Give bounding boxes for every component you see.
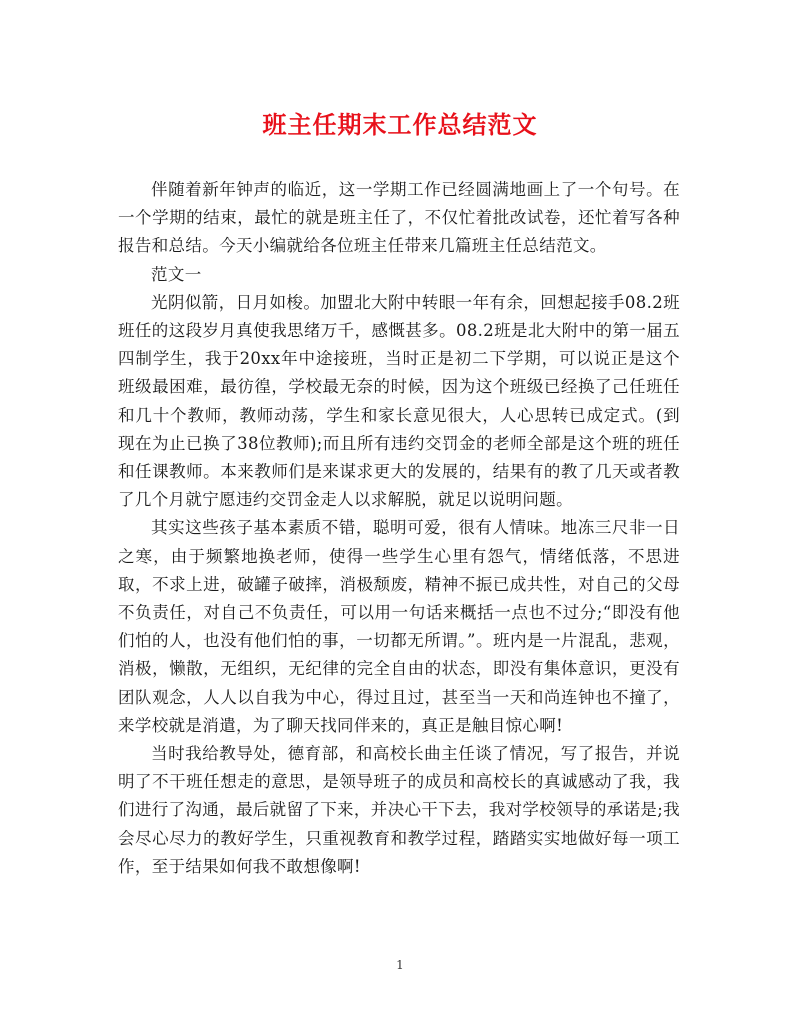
document-title: 班主任期末工作总结范文 xyxy=(262,110,538,139)
paragraph-body-1: 光阴似箭，日月如梭。加盟北大附中转眼一年有余，回想起接手08.2班班任的这段岁月真使我思绪万千，感慨甚多。08.2班是北大附中的第一届五四制学生，我于20xx年中途接班，当时正是初二下学期，可以说正是这个班级最困难，最彷徨，学校最无奈的时候，因为这个班级已经换了己任班任和几十个教师，教师动荡，学生和家长意见很大，人心思转已成定式。(到现在为止已换了38位教师);而且所有违约交罚金的老师全部是这个班的班任和任课教师。本来教师们是来谋求更大的发展的，结果有的教了几天或者教了几个月就宁愿违约交罚金走人以求解脱，就足以说明问题。 xyxy=(118,292,680,510)
paragraph-body-3: 当时我给教导处，德育部，和高校长曲主任谈了情况，写了报告，并说明了不干班任想走的意思，是领导班子的成员和高校长的真诚感动了我，我们进行了沟通，最后就留了下来，并决心干下去，我对学校领导的承诺是;我会尽心尽力的教好学生，只重视教育和教学过程，踏踏实实地做好每一项工作，至于结果如何我不敢想像啊! xyxy=(118,744,680,876)
document-body xyxy=(118,176,680,881)
paragraph-section-heading: 范文一 xyxy=(151,264,202,284)
page-number: 1 xyxy=(396,958,404,972)
paragraph-body-2: 其实这些孩子基本素质不错，聪明可爱，很有人情味。地冻三尺非一日之寒，由于频繁地换老师，使得一些学生心里有怨气，情绪低落，不思进取，不求上进，破罐子破摔，消极颓废，精神不振已成共性，对自己的父母不负责任，对自己不负责任，可以用一句话来概括一点也不过分;“即没有他们怕的人，也没有他们怕的事，一切都无所谓。”。班内是一片混乱，悲观，消极，懒散，无组织，无纪律的完全自由的状态，即没有集体意识，更没有团队观念，人人以自我为中心，得过且过，甚至当一天和尚连钟也不撞了，来学校就是消遣，为了聊天找同伴来的，真正是触目惊心啊! xyxy=(118,518,680,735)
paragraph-intro: 伴随着新年钟声的临近，这一学期工作已经圆满地画上了一个句号。在一个学期的结束，最忙的就是班主任了，不仅忙着批改试卷，还忙着写各种报告和总结。今天小编就给各位班主任带来几篇班主任总结范文。 xyxy=(118,180,680,256)
